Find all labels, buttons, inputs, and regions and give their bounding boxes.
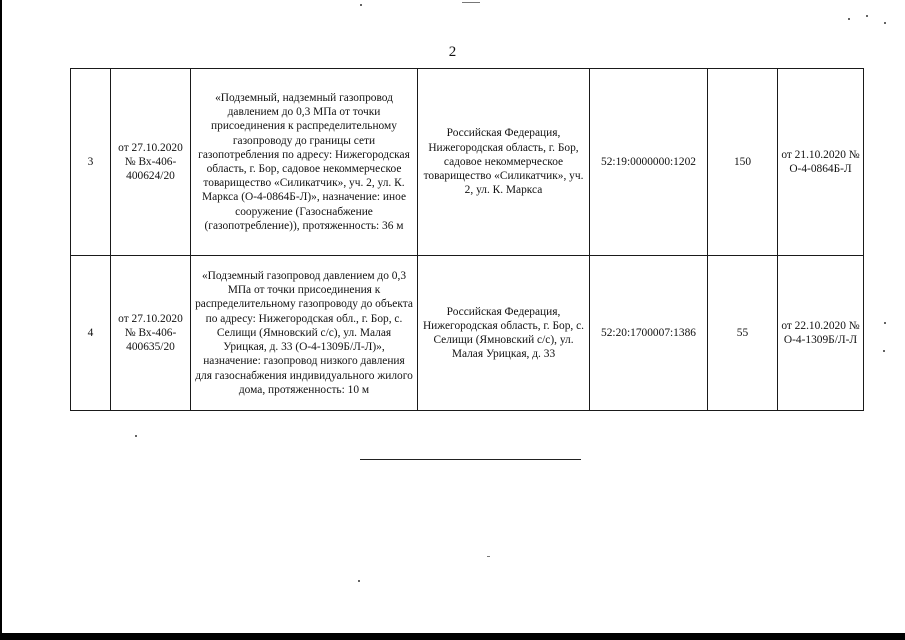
table-row <box>71 256 864 411</box>
scan-speck <box>884 322 886 324</box>
scan-edge-left <box>0 0 2 640</box>
length-value: 55 <box>708 256 778 411</box>
scan-speck <box>462 2 480 3</box>
object-address: Российская Федерация, Нижегородская область, г. Бор, с. Селищи (Ямновский с/с), ул. Малая Урицкая, д. 33 <box>418 256 590 411</box>
object-description: «Подземный, надземный газопровод давлением до 0,3 МПа от точки присоединения к распределительному газопроводу до границы сети газопотребления по адресу: Нижегородская область, г. Бор, садовое некоммерческое товарищество «Силикатчик», уч. 2, ул. К. Маркса (О-4-0864Б-Л)», назначение: иное сооружение (Газоснабжение (газопотребление)), протяженность: 36 м <box>191 69 418 256</box>
decision-reference: от 21.10.2020 № О-4-0864Б-Л <box>778 69 864 256</box>
scan-speck <box>884 22 886 24</box>
scan-speck <box>883 350 885 352</box>
scan-speck <box>360 4 362 6</box>
scan-speck <box>358 580 360 582</box>
scan-speck <box>866 15 868 17</box>
incoming-reference: от 27.10.2020 № Вх-406-400624/20 <box>111 69 191 256</box>
scan-speck <box>848 18 850 20</box>
row-number: 3 <box>71 69 111 256</box>
table-row <box>71 69 864 256</box>
cadastral-number: 52:19:0000000:1202 <box>590 69 708 256</box>
row-number: 4 <box>71 256 111 411</box>
length-value: 150 <box>708 69 778 256</box>
end-of-document-rule <box>360 459 581 460</box>
incoming-reference: от 27.10.2020 № Вх-406-400635/20 <box>111 256 191 411</box>
scan-edge-bottom <box>0 633 905 640</box>
decision-reference: от 22.10.2020 № О-4-1309Б/Л-Л <box>778 256 864 411</box>
scan-speck <box>487 556 490 557</box>
registry-table <box>70 68 864 411</box>
scan-speck <box>135 435 137 437</box>
object-description: «Подземный газопровод давлением до 0,3 МПа от точки присоединения к распределительному газопроводу до объекта по адресу: Нижегородская обл., г. Бор, с. Селищи (Ямновский с/с), ул. Малая Урицкая, д. 33 (О-4-1309Б/Л-Л)», назначение: газопровод низкого давления для газоснабжения индивидуального жилого дома, протяженность: 10 м <box>191 256 418 411</box>
page-number: 2 <box>448 44 457 60</box>
object-address: Российская Федерация, Нижегородская область, г. Бор, садовое некоммерческое товарищество «Силикатчик», уч. 2, ул. К. Маркса <box>418 69 590 256</box>
cadastral-number: 52:20:1700007:1386 <box>590 256 708 411</box>
